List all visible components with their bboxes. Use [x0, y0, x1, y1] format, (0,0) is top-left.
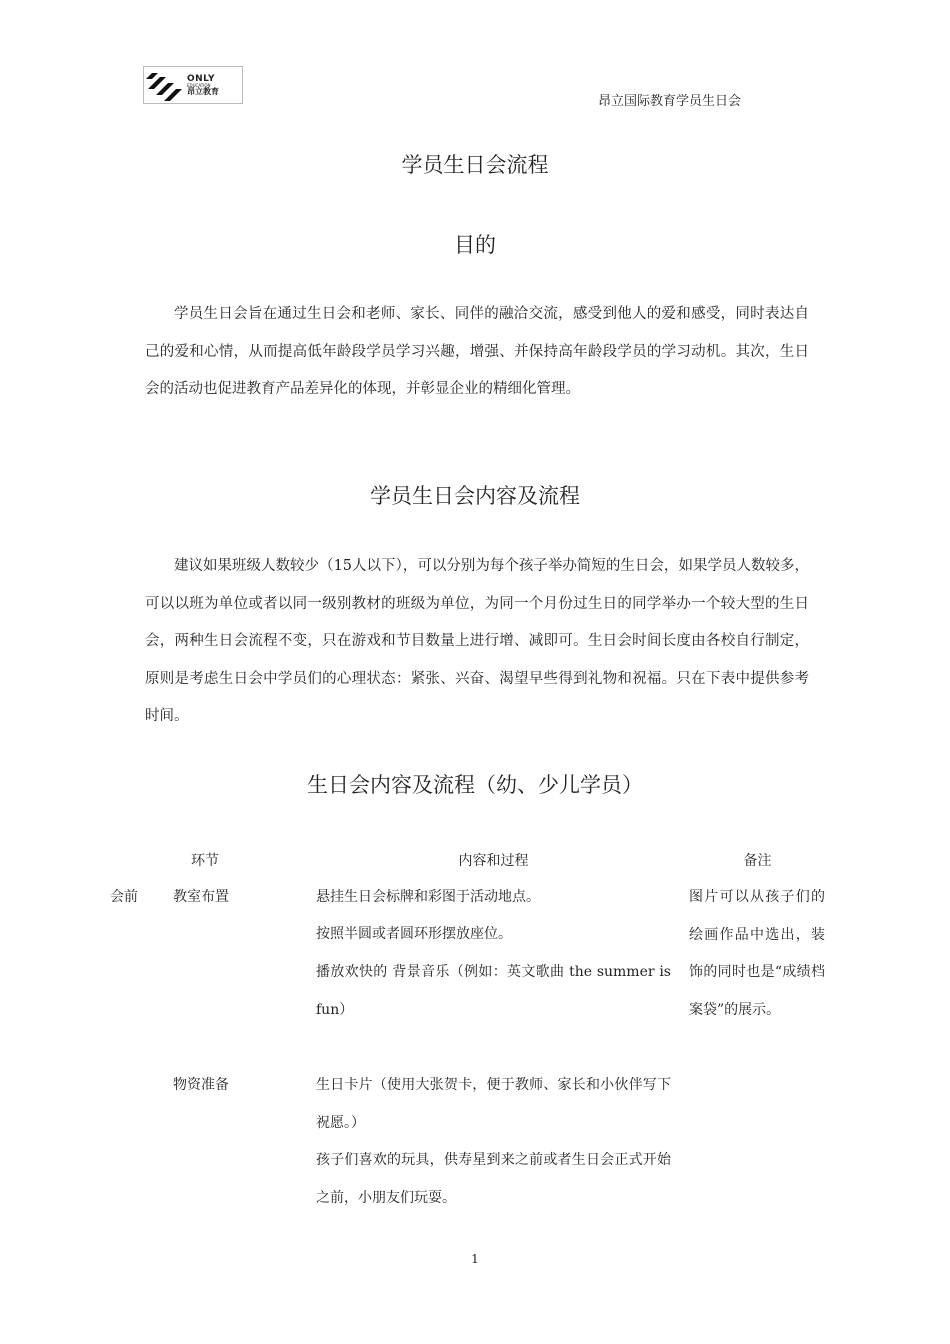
logo-text-chinese: 昂立教育 [187, 86, 219, 96]
row-content-line: 悬挂生日会标牌和彩图于活动地点。 [316, 889, 540, 905]
page-number: 1 [471, 1252, 479, 1266]
document-title: 学员生日会流程 [401, 153, 549, 177]
row-note: 图片可以从孩子们的绘画作品中选出，装饰的同时也是“成绩档案袋”的展示。 [689, 889, 825, 1018]
row-step: 物资准备 [173, 1077, 229, 1093]
table-heading: 生日会内容及流程（幼、少儿学员） [307, 773, 643, 797]
table-header-content: 内容和过程 [458, 853, 529, 869]
purpose-paragraph: 学员生日会旨在通过生日会和老师、家长、同伴的融洽交流，感受到他人的爱和感受，同时表达自己的爱和心情，从而提高低年龄段学员学习兴趣，增强、并保持高年龄段学员的学习动机。其次，生日会的活动也促进教育产品差异化的体现，并彰显企业的精细化管理。 [145, 306, 809, 397]
company-logo [143, 66, 243, 104]
logo-text-education: EDUCATION [187, 82, 211, 88]
table-header-phase: 环节 [191, 853, 219, 869]
logo-text-only: ONLY [187, 73, 216, 84]
logo-mark-icon [144, 69, 184, 101]
content-heading: 学员生日会内容及流程 [370, 484, 580, 508]
table-header-note: 备注 [743, 853, 772, 869]
row-step: 教室布置 [173, 889, 229, 905]
logo-text [187, 75, 219, 96]
row-content-line: 播放欢快的 背景音乐（例如：英文歌曲 the summer is fun） [316, 964, 671, 1018]
purpose-heading: 目的 [454, 233, 496, 257]
content-paragraph: 建议如果班级人数较少（15人以下），可以分别为每个孩子举办简短的生日会，如果学员人数较多，可以以班为单位或者以同一级别教材的班级为单位，为同一个月份过生日的同学举办一个较大型的生日会，两种生日会流程不变，只在游戏和节目数量上进行增、减即可。生日会时间长度由各校自行制定，原则是考虑生日会中学员们的心理状态：紧张、兴奋、渴望早些得到礼物和祝福。只在下表中提供参考时间。 [145, 558, 809, 724]
row-content-line: 生日卡片（使用大张贺卡，便于教师、家长和小伙伴写下祝愿。） [316, 1077, 671, 1131]
row-content-line: 按照半圆或者圆环形摆放座位。 [316, 926, 512, 942]
row-content-line: 孩子们喜欢的玩具，供寿星到来之前或者生日会正式开始之前，小朋友们玩耍。 [316, 1152, 671, 1206]
running-header: 昂立国际教育学员生日会 [598, 94, 742, 109]
row-phase: 会前 [110, 889, 138, 905]
